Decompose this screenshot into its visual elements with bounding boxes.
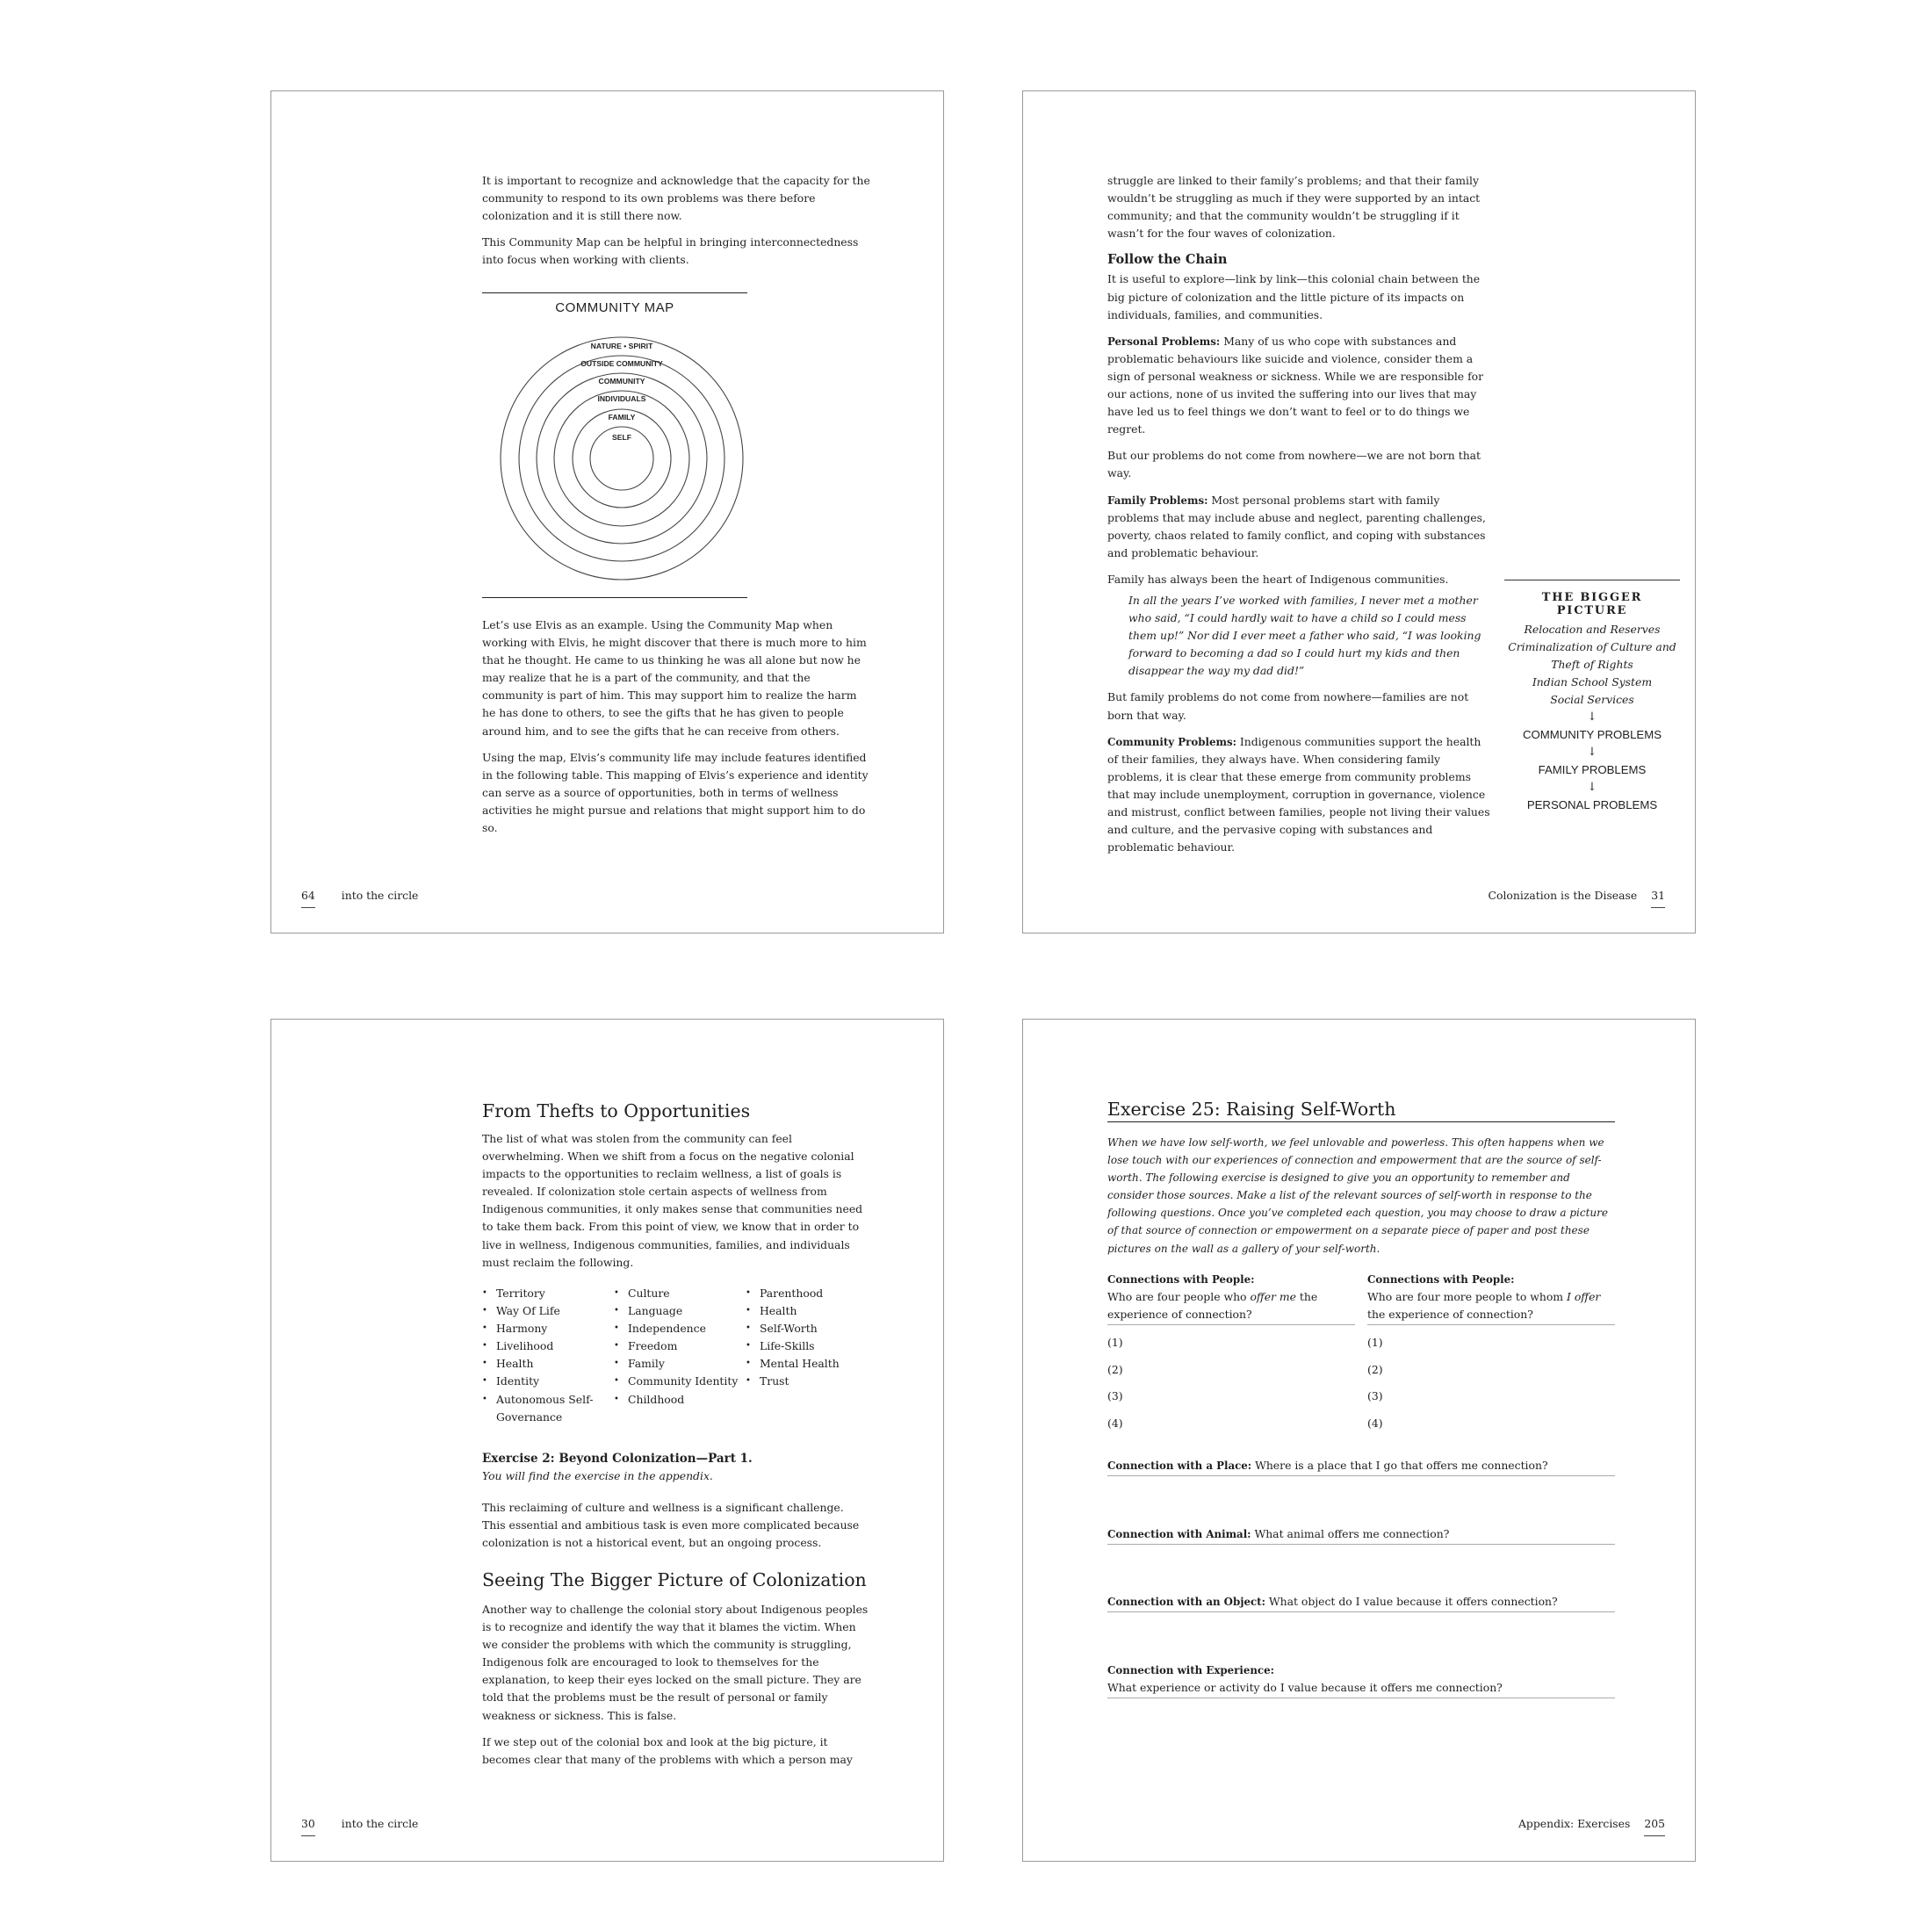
- section-heading: From Thefts to Opportunities: [482, 1100, 751, 1121]
- paragraph: Family Problems: Most personal problems start with family problems that may include abuse and neglect, parenting challenges, poverty, chaos related to family conflict, and coping with substances and problematic behaviour.: [1107, 493, 1486, 559]
- question-people-offer-me: [1107, 1271, 1355, 1432]
- paragraph: It is important to recognize and acknowledge that the capacity for the community to respond to its own problems was there before colonization and it is still there now.: [482, 174, 870, 223]
- paragraph: But family problems do not come from nowhere—families are not born that way.: [1107, 690, 1469, 722]
- sidebar-item: Social Services: [1550, 693, 1634, 706]
- exercise-note: You will find the exercise in the appendix.: [482, 1469, 713, 1483]
- sidebar-item: Criminalization of Culture and Theft of Rights: [1508, 640, 1676, 671]
- paragraph: Personal Problems: Many of us who cope with substances and problematic behaviours like suicide and violence, consider them a sign of personal weakness or sickness. While we are responsible for our actions, none of us invited the suffering into our lives that may have led us to feel things we don’t want to feel or to do things we regret.: [1107, 334, 1484, 436]
- running-title: into the circle: [341, 889, 419, 902]
- list-item: • Culture: [614, 1285, 746, 1302]
- ring-label: COMMUNITY: [598, 377, 645, 386]
- answer-slot[interactable]: (1): [1367, 1336, 1383, 1350]
- page-64-body: [482, 616, 873, 837]
- list-item: • Identity: [482, 1373, 614, 1390]
- answer-slot[interactable]: (3): [1367, 1389, 1383, 1403]
- chain-item: FAMILY PROBLEMS: [1538, 763, 1647, 776]
- running-title: Colonization is the Disease: [1488, 889, 1638, 902]
- answer-slot[interactable]: (4): [1107, 1416, 1123, 1430]
- list-item: • Parenthood: [746, 1285, 869, 1302]
- list-item: • Independence: [614, 1320, 746, 1337]
- answer-slot[interactable]: (4): [1367, 1416, 1383, 1430]
- community-map-title: COMMUNITY MAP: [555, 300, 674, 315]
- section-heading: Seeing The Bigger Picture of Colonization: [482, 1569, 867, 1590]
- paragraph: Family has always been the heart of Indigenous communities.: [1107, 572, 1449, 586]
- answer-slot[interactable]: (1): [1107, 1336, 1123, 1350]
- list-item: • Family: [614, 1355, 746, 1373]
- question-text: Who are four more people to whom I offer the experience of connection?: [1367, 1288, 1615, 1325]
- list-column: [614, 1285, 746, 1426]
- arrow-down-icon: ↓: [1587, 746, 1597, 759]
- page-number: 31: [1651, 889, 1665, 908]
- paragraph: Using the map, Elvis’s community life may include features identified in the following table. This mapping of Elvis’s experience and identity can serve as a source of opportunities, both in terms of wellness activities he might pursue and relations that might support him to do so.: [482, 750, 869, 835]
- list-item: • Livelihood: [482, 1337, 614, 1355]
- exercise-reference: [482, 1450, 870, 1485]
- ring-label: INDIVIDUALS: [597, 394, 646, 403]
- question-heading: Connection with Animal:: [1107, 1528, 1251, 1540]
- paragraph: The list of what was stolen from the community can feel overwhelming. When we shift from a focus on the negative colonial impacts to the opportunities to reclaim wellness, a list of goals is revealed. If colonization stole certain aspects of wellness from Indigenous communities, it only makes sense that communities need to take them back. From this point of view, we know that in order to live in wellness, Indigenous communities, families, and individuals must reclaim the following.: [482, 1132, 863, 1269]
- book-page-31: [1022, 90, 1696, 934]
- list-item: • Freedom: [614, 1337, 746, 1355]
- question-text: What experience or activity do I value because it offers me connection?: [1107, 1681, 1503, 1695]
- arrow-down-icon: ↓: [1587, 710, 1597, 724]
- question-heading: Connections with People:: [1107, 1273, 1255, 1286]
- page-footer: [301, 889, 418, 908]
- sidebar-item: Indian School System: [1532, 675, 1653, 688]
- list-item: • Language: [614, 1302, 746, 1320]
- section-heading: Follow the Chain: [1107, 252, 1228, 268]
- ring-family: [573, 409, 671, 508]
- ring-label: NATURE • SPIRIT: [590, 342, 653, 350]
- question-animal[interactable]: Connection with Animal: What animal offers me connection?: [1107, 1525, 1615, 1545]
- divider: [482, 292, 747, 293]
- exercise-title: Exercise 25: Raising Self-Worth: [1107, 1099, 1615, 1122]
- answer-slot[interactable]: (2): [1367, 1362, 1383, 1376]
- page-30-body: [482, 1601, 870, 1769]
- question-place[interactable]: Connection with a Place: Where is a place that I go that offers me connection?: [1107, 1457, 1615, 1476]
- sidebar-item: Relocation and Reserves: [1524, 623, 1661, 636]
- paragraph: Community Problems: Indigenous communities support the health of their families, they always have. When considering family problems, it is clear that these emerge from community problems that may include unemployment, corruption in governance, violence and mistrust, conflict between families, people not living their values and culture, and the pervasive coping with substances and problematic behaviour.: [1107, 734, 1490, 854]
- answer-slot[interactable]: (3): [1107, 1389, 1123, 1403]
- list-item: • Trust: [746, 1373, 869, 1390]
- ring-outside-community: [519, 356, 724, 561]
- list-item: • Self-Worth: [746, 1320, 869, 1337]
- answer-slot[interactable]: (2): [1107, 1362, 1123, 1376]
- book-page-205: [1022, 1019, 1696, 1862]
- exercise-intro: When we have low self-worth, we feel unlovable and powerless. This often happens when we lose touch with our experiences of connection and empowerment that are the source of self-worth. The following exercise is designed to give you an opportunity to remember and consider those sources. Make a list of the relevant sources of self-worth in response to the following questions. Once you’ve completed each question, you may choose to draw a picture of that source of connection or empowerment on a separate piece of paper and post these pictures on the wall as a gallery of your self-worth.: [1107, 1136, 1608, 1255]
- exercise-heading: Exercise 2: Beyond Colonization—Part 1.: [482, 1452, 753, 1466]
- list-item: • Life-Skills: [746, 1337, 869, 1355]
- ring-label: OUTSIDE COMMUNITY: [580, 359, 663, 368]
- paragraph: Let’s use Elvis as an example. Using the Community Map when working with Elvis, he might discover that there is much more to him that he thought. He came to us thinking he was all alone but now he may realize that he is a part of the community, and that the community is part of him. This may support him to realize the harm he has done to others, to see the gifts that he has given to people around him, and to see the gifts that he can receive from others.: [482, 618, 867, 738]
- page-footer: [1518, 1817, 1665, 1836]
- list-column: [746, 1285, 869, 1426]
- list-item: • Territory: [482, 1285, 614, 1302]
- book-page-30: [270, 1019, 944, 1862]
- chain-item: PERSONAL PROBLEMS: [1526, 798, 1658, 811]
- ring-label: FAMILY: [608, 413, 636, 422]
- bigger-picture-sidebar: [1504, 580, 1680, 814]
- question-text: Who are four people who offer me the experience of connection?: [1107, 1288, 1355, 1325]
- question-heading: Connection with a Place:: [1107, 1460, 1252, 1472]
- chain-item: COMMUNITY PROBLEMS: [1522, 728, 1662, 741]
- question-people-i-offer: [1367, 1271, 1615, 1432]
- question-heading: Connection with an Object:: [1107, 1596, 1265, 1608]
- page-number: 30: [301, 1817, 315, 1836]
- term-label: Community Problems:: [1107, 735, 1236, 748]
- page-31-body: [1107, 172, 1492, 856]
- paragraph: This Community Map can be helpful in bringing interconnectedness into focus when working with clients.: [482, 235, 859, 267]
- ring-label: SELF: [612, 433, 631, 442]
- question-heading: Connections with People:: [1367, 1273, 1515, 1286]
- page-footer: [1489, 889, 1665, 908]
- list-item: • Mental Health: [746, 1355, 869, 1373]
- list-column: [482, 1285, 614, 1426]
- page-number: 64: [301, 889, 315, 908]
- term-label: Family Problems:: [1107, 494, 1208, 507]
- paragraph: If we step out of the colonial box and look at the big picture, it becomes clear that many of the problems with which a person may: [482, 1734, 853, 1766]
- ring-individuals: [554, 391, 689, 526]
- question-experience[interactable]: [1107, 1662, 1615, 1698]
- paragraph: struggle are linked to their family’s problems; and that their family wouldn’t be struggling as much if they were supported by an intact community; and that the community wouldn’t be struggling if it wasn’t for the four waves of colonization.: [1107, 174, 1481, 241]
- page-number: 205: [1644, 1817, 1665, 1836]
- reclaim-list: [482, 1285, 869, 1426]
- question-object[interactable]: Connection with an Object: What object do I value because it offers connection?: [1107, 1593, 1615, 1612]
- list-item: • Autonomous Self-Governance: [482, 1391, 614, 1426]
- list-item: • Health: [482, 1355, 614, 1373]
- list-item: • Community Identity: [614, 1373, 746, 1390]
- divider: [482, 597, 747, 598]
- running-title: into the circle: [341, 1817, 419, 1830]
- sidebar-title: THE BIGGER PICTURE: [1541, 591, 1643, 617]
- list-item: • Way Of Life: [482, 1302, 614, 1320]
- paragraph: This reclaiming of culture and wellness is a significant challenge. This essential and ambitious task is even more complicated because colonization is not a historical event, but an ongoing process.: [482, 1501, 860, 1550]
- page-64-intro: [482, 172, 870, 269]
- paragraph: It is useful to explore—link by link—this colonial chain between the big picture of colonization and the little picture of its impacts on individuals, families, and communities.: [1107, 272, 1481, 321]
- term-label: Personal Problems:: [1107, 335, 1221, 348]
- running-title: Appendix: Exercises: [1517, 1817, 1631, 1830]
- book-page-64: [270, 90, 944, 934]
- list-item: • Health: [746, 1302, 869, 1320]
- page-footer: [301, 1817, 418, 1836]
- list-item: • Childhood: [614, 1391, 746, 1409]
- community-map-diagram: [494, 325, 749, 588]
- paragraph: Another way to challenge the colonial story about Indigenous peoples is to recognize and identify the way that it blames the victim. When we consider the problems with which the community is struggling, Indigenous folk are encouraged to look to themselves for the explanation, to keep their eyes locked on the small picture. They are told that the problems must be the result of personal or family weakness or sickness. This is false.: [482, 1603, 869, 1722]
- arrow-down-icon: ↓: [1587, 781, 1597, 794]
- question-heading: Connection with Experience:: [1107, 1664, 1274, 1676]
- block-quote: In all the years I’ve worked with families, I never met a mother who said, “I could hardly wait to have a child so I could mess them up!” Nor did I ever meet a father who said, “I was looking forward to becoming a dad so I could hurt my kids and then disappear the way my dad did!”: [1128, 593, 1481, 678]
- list-item: • Harmony: [482, 1320, 614, 1337]
- paragraph: But our problems do not come from nowhere—we are not born that way.: [1107, 449, 1481, 480]
